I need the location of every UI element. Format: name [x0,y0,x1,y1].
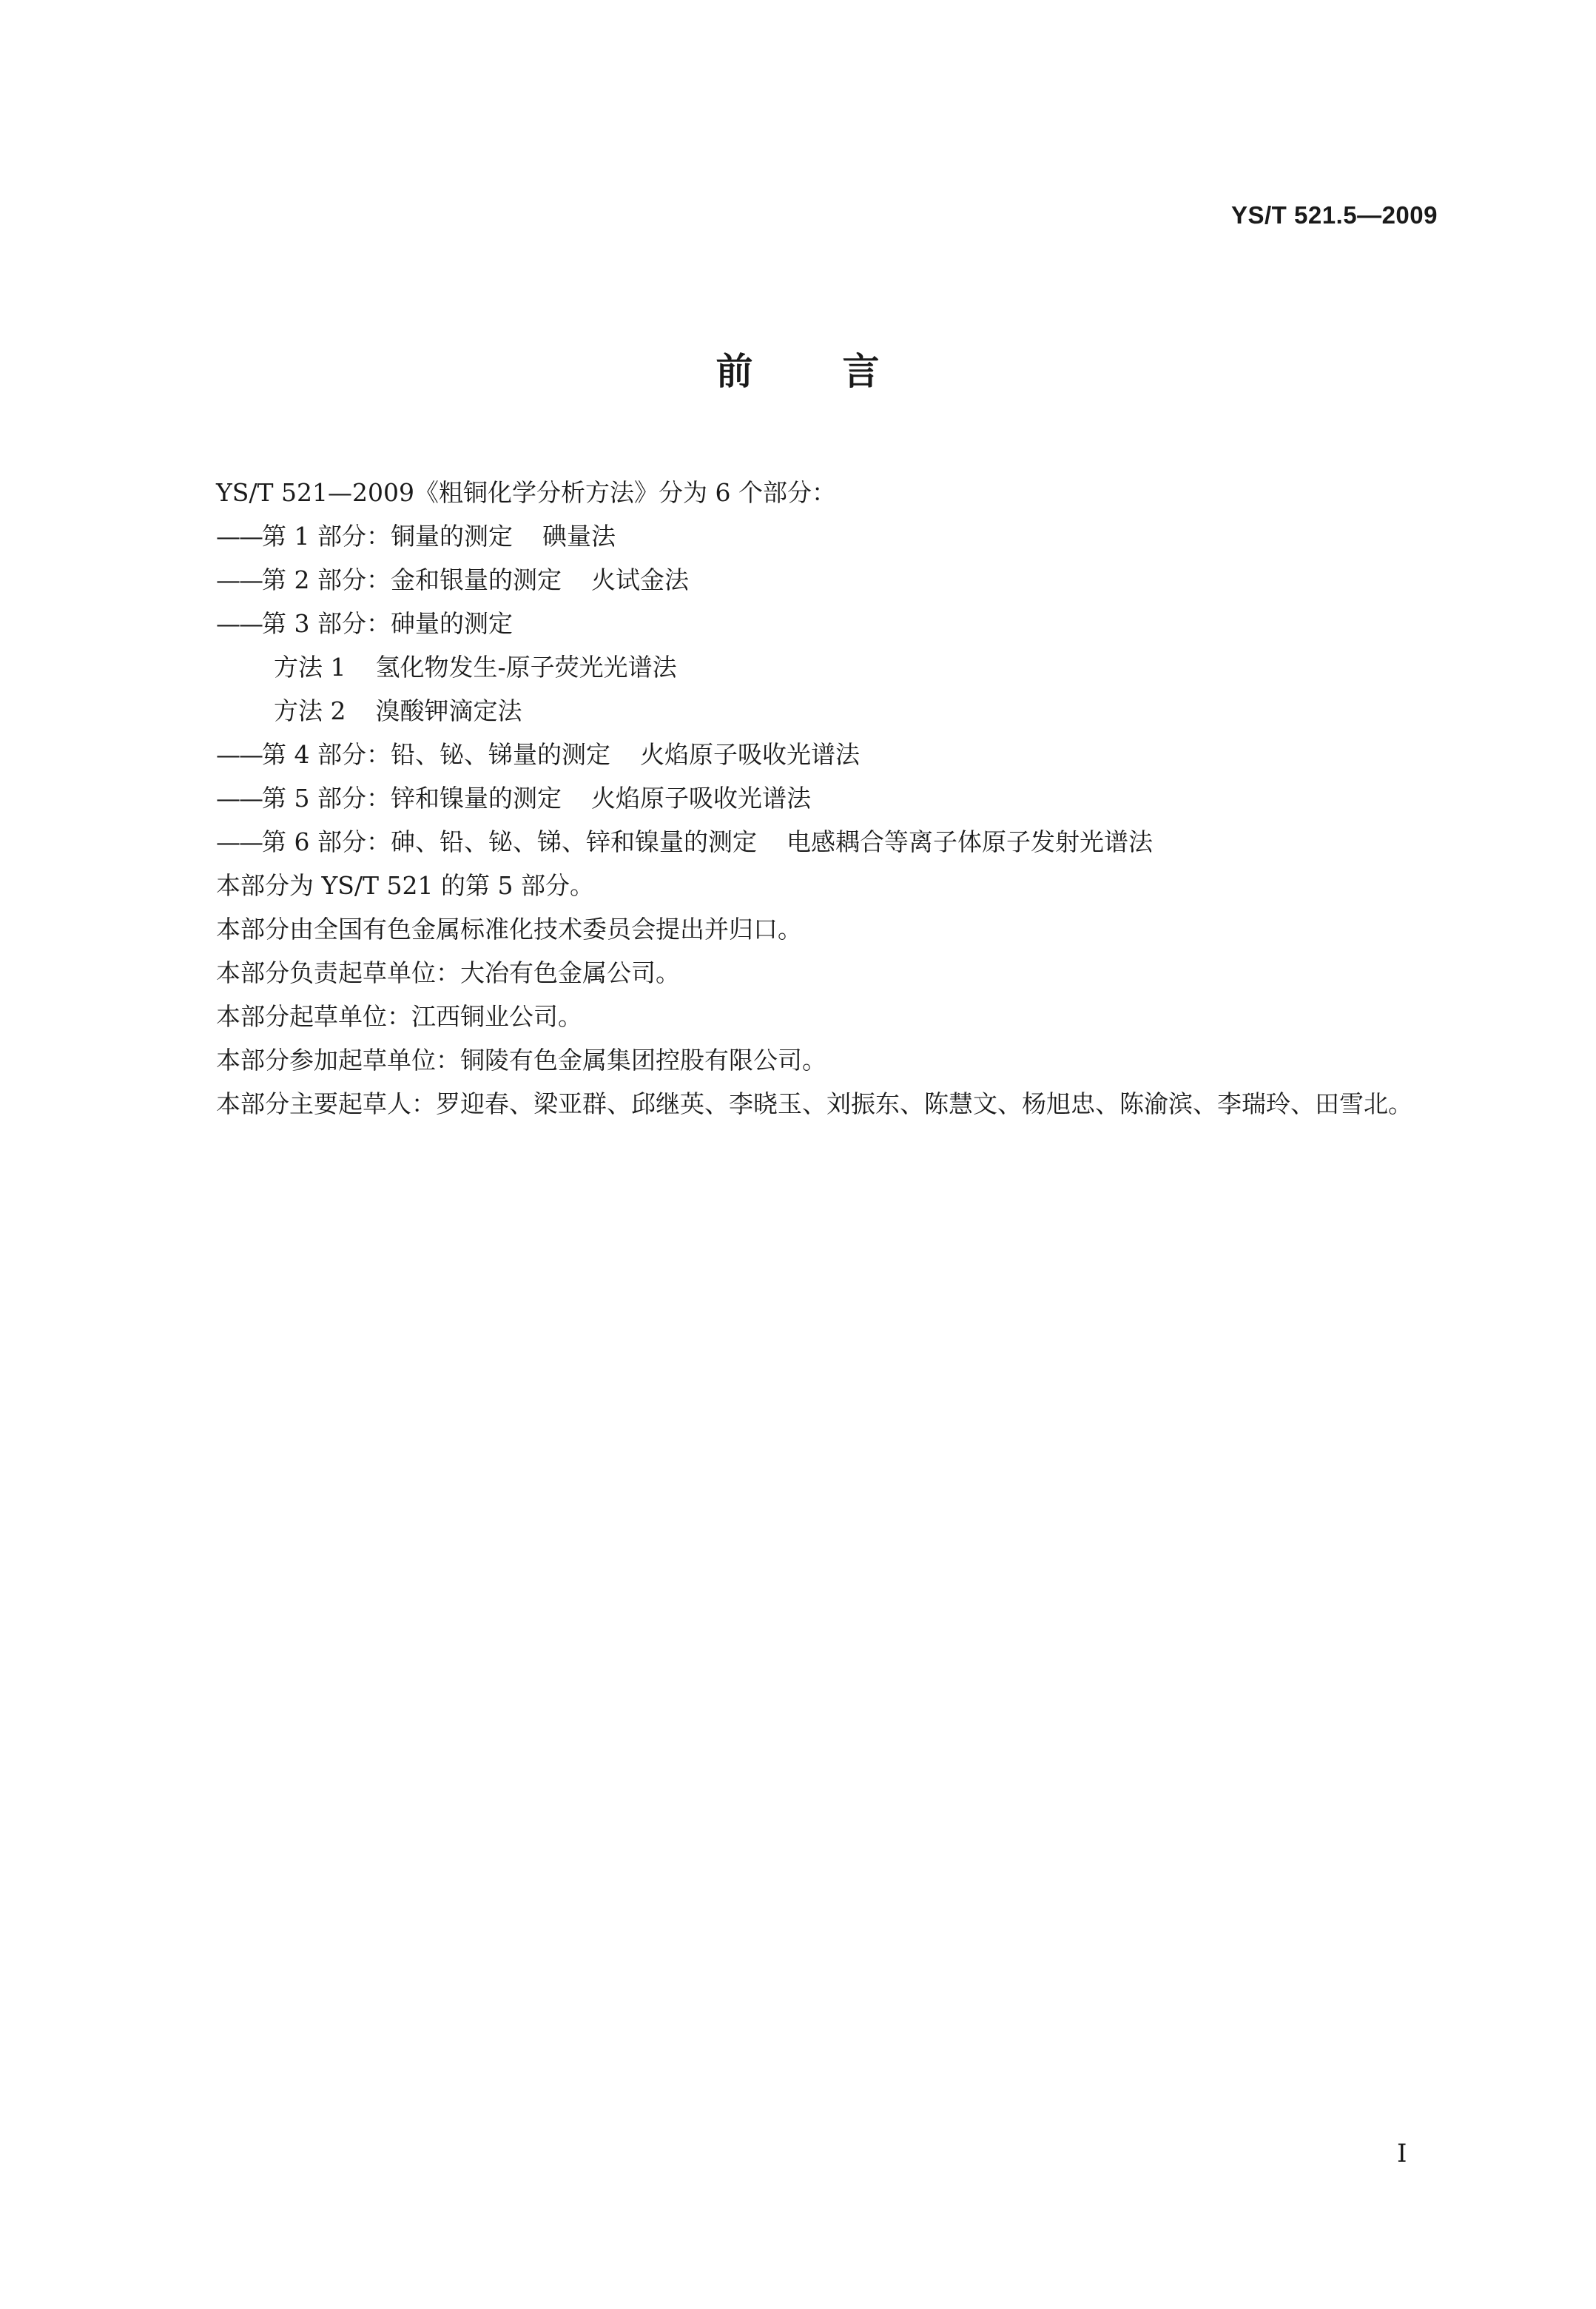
method-2-line [158,689,1446,733]
part-5-label: 第 5 部分：锌和镍量的测定 [262,784,562,813]
intro-line: YS/T 521—2009《粗铜化学分析方法》分为 6 个部分： [216,478,836,507]
part-4-line [158,733,1446,776]
part-4-label: 第 4 部分：铅、铋、锑量的测定 [262,740,610,769]
dash: —— [216,565,262,594]
part-2-line [158,558,1446,602]
part-6-method: 电感耦合等离子体原子发射光谱法 [786,827,1153,856]
part-6-line [158,820,1446,864]
part-3-line [158,602,1446,645]
statement-drafters: 本部分主要起草人：罗迎春、梁亚群、邱继英、李晓玉、刘振东、陈慧文、杨旭忠、陈渝滨、李瑞玲、田雪北。 [216,1089,1413,1118]
preface-body [158,471,1446,1126]
statement-responsible: 本部分负责起草单位：大冶有色金属公司。 [216,958,680,987]
dash: —— [216,784,262,813]
part-1-line [158,514,1446,558]
dash: —— [216,827,262,856]
part-2-label: 第 2 部分：金和银量的测定 [262,565,562,594]
method-2-label: 方法 2 [274,696,346,725]
part-1-label: 第 1 部分：铜量的测定 [262,522,513,551]
part-5-method: 火焰原子吸收光谱法 [590,784,811,813]
part-4-method: 火焰原子吸收光谱法 [639,740,860,769]
statement-participating: 本部分参加起草单位：铜陵有色金属集团控股有限公司。 [216,1046,826,1075]
part-2-method: 火试金法 [590,565,689,594]
dash: —— [216,609,262,638]
dash: —— [216,522,262,551]
statement-proposed: 本部分由全国有色金属标准化技术委员会提出并归口。 [216,915,802,944]
page-number: I [1397,2139,1407,2168]
statement-drafting: 本部分起草单位：江西铜业公司。 [216,1002,582,1031]
title-char-1: 前 [715,350,754,393]
dash: —— [216,740,262,769]
title-char-2: 言 [842,350,881,393]
part-1-method: 碘量法 [542,522,616,551]
statement-part: 本部分为 YS/T 521 的第 5 部分。 [216,871,594,900]
page-title [0,342,1596,395]
part-6-label: 第 6 部分：砷、铅、铋、锑、锌和镍量的测定 [262,827,757,856]
method-1-line [158,645,1446,689]
part-5-line [158,776,1446,820]
standard-code: YS/T 521.5—2009 [1230,201,1438,229]
part-3-label: 第 3 部分：砷量的测定 [262,609,513,638]
method-2-name: 溴酸钾滴定法 [375,696,522,725]
method-1-label: 方法 1 [274,653,346,682]
method-1-name: 氢化物发生-原子荧光光谱法 [375,653,677,682]
